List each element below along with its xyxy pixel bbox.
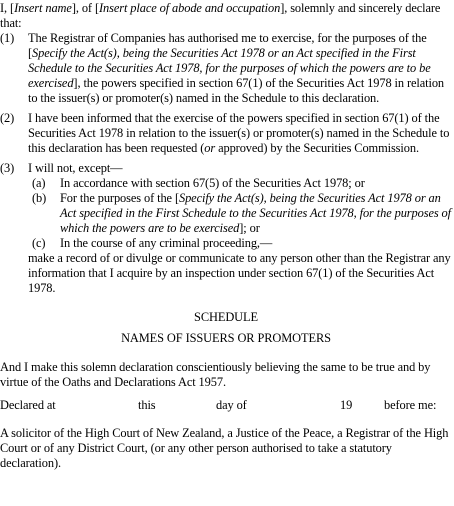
- clause-2-text: [28, 111, 452, 156]
- clause-1-text: [28, 31, 452, 106]
- intro-text-1: I, [: [0, 1, 15, 15]
- clause-1-text-a: The Registrar of Companies has authorised me to exercise, for the purposes of the [: [28, 31, 427, 60]
- declared-before-me-label: before me:: [384, 398, 437, 412]
- intro-text-3: ], solemnly and sincerely declare that:: [0, 1, 441, 30]
- clause-3-lead: I will not, except—: [28, 161, 123, 175]
- clause-3-item-c: [28, 236, 452, 251]
- clause-3-item-b-act-placeholder: Specify the Act(s), being the Securities Act 1978 or an Act specified in the First Schedule to the Securities Act 1978, for the purposes of which the powers are to be exercised: [60, 191, 451, 235]
- clause-3-item-c-text: In the course of any criminal proceeding,—: [60, 236, 273, 250]
- clause-3-item-b-text-a: For the purposes of the [: [60, 191, 179, 205]
- clause-2: [0, 111, 452, 156]
- clause-3-item-b-number: (b): [32, 191, 47, 205]
- name-placeholder: Insert name: [14, 1, 72, 15]
- declared-day-of-label: day of: [216, 398, 247, 412]
- clause-1-number: (1): [0, 31, 15, 45]
- clause-2-number: (2): [0, 111, 15, 125]
- declared-line: [0, 398, 452, 413]
- declaration-intro: [0, 1, 452, 31]
- clause-3-item-b-text: [60, 191, 452, 236]
- clause-1: [0, 31, 452, 106]
- clause-3: [0, 161, 452, 251]
- clause-3-number: (3): [0, 161, 15, 175]
- clause-3-tail: make a record of or divulge or communicate to any person other than the Registrar any information that I acquire by an inspection under section 67(1) of the Securities Act 1978.: [28, 251, 451, 295]
- clause-2-text-a: I have been informed that the exercise of the powers specified in section 67(1) of the Securities Act 1978 in relation to the issuer(s) or promoter(s) named in the Schedule to this declaration has been requested (: [28, 111, 450, 155]
- declared-year-label: 19: [340, 398, 353, 412]
- place-placeholder: Insert place of abode and occupation: [98, 1, 281, 15]
- schedule-subheading: NAMES OF ISSUERS OR PROMOTERS: [121, 331, 331, 345]
- intro-text-2: ], of [: [71, 1, 99, 15]
- declared-at-label: Declared at: [0, 398, 56, 412]
- clause-1-act-placeholder: Specify the Act(s), being the Securities Act 1978 or an Act specified in the First Schedule to the Securities Act 1978, for the purposes of which the powers are to be exercised: [28, 46, 431, 90]
- schedule-heading: SCHEDULE: [194, 310, 258, 324]
- clause-3-item-a-number: (a): [32, 176, 46, 190]
- solicitor-caption: A solicitor of the High Court of New Zealand, a Justice of the Peace, a Registrar of the High Court or of any District Court, (or any other person authorised to take a statutory declaration).: [0, 426, 449, 470]
- declared-this-label: this: [138, 398, 156, 412]
- clause-3-item-a: [28, 176, 452, 191]
- clause-3-item-a-text: In accordance with section 67(5) of the Securities Act 1978; or: [60, 176, 365, 190]
- solemn-declaration-text: And I make this solemn declaration conscientiously believing the same to be true and by virtue of the Oaths and Declarations Act 1957.: [0, 360, 431, 389]
- clause-3-item-c-number: (c): [32, 236, 46, 250]
- clause-3-item-b-text-b: ]; or: [239, 221, 260, 235]
- clause-2-text-b: approved) by the Securities Commission.: [215, 141, 419, 155]
- clause-1-text-b: ], the powers specified in section 67(1) of the Securities Act 1978 in relation to the issuer(s) or promoter(s) named in the Schedule to this declaration.: [28, 76, 445, 105]
- clause-3-item-b: [28, 191, 452, 236]
- clause-2-or-italic: or: [204, 141, 216, 155]
